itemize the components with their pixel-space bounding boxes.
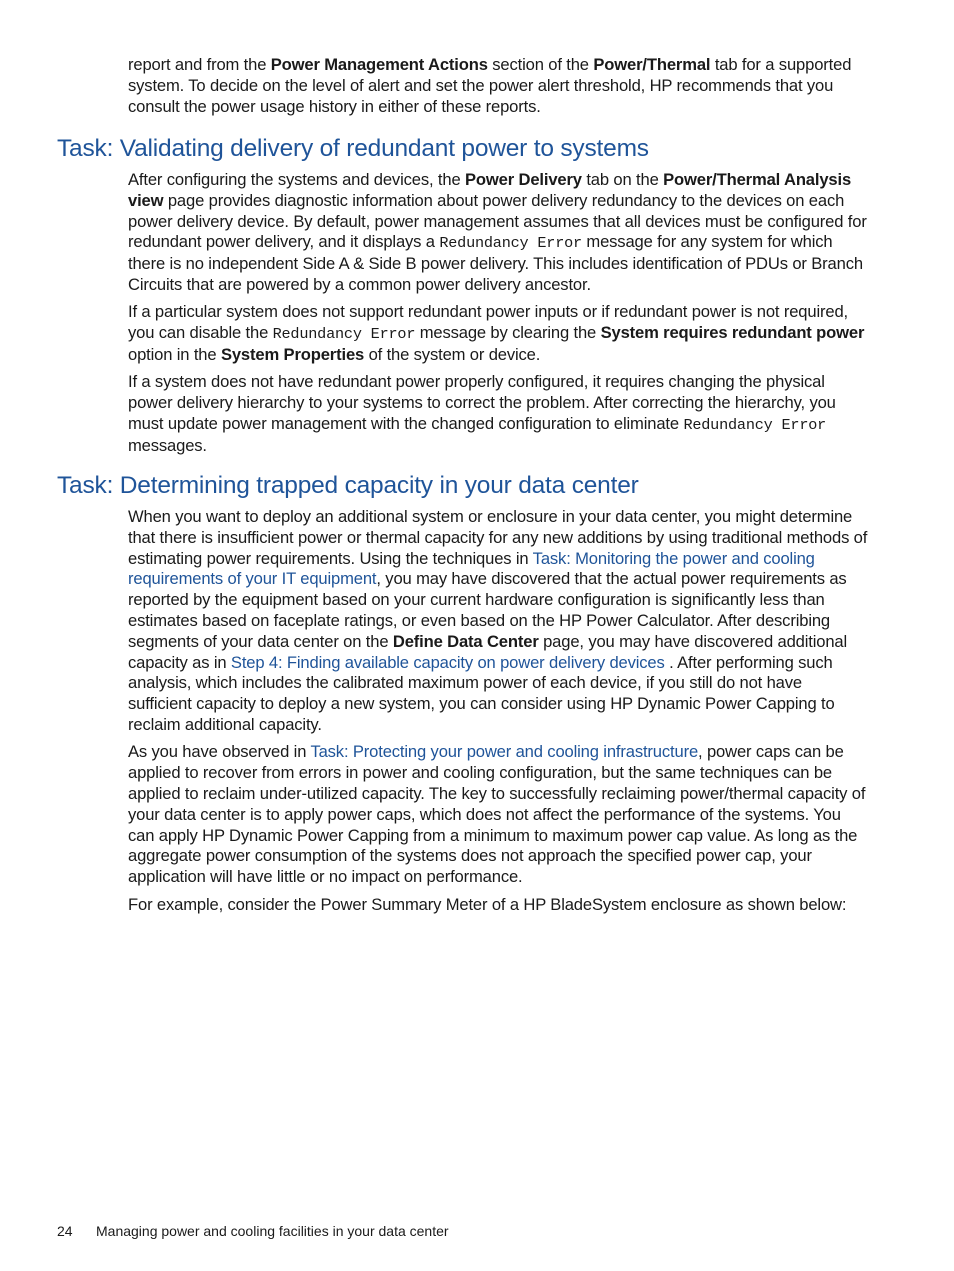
intro-block xyxy=(128,55,870,124)
section-heading-trapped-capacity: Task: Determining trapped capacity in your data center xyxy=(57,472,639,499)
page-number: 24 xyxy=(57,1223,73,1239)
link-step-4-available-capacity[interactable]: Step 4: Finding available capacity on power delivery devices xyxy=(230,652,665,672)
footer-title: Managing power and cooling facilities in your data center xyxy=(96,1223,449,1239)
section1-paragraph-3: If a system does not have redundant power properly configured, it requires changing the physical power delivery hierarchy to your systems to correct the problem. After correcting the hierarchy, you must update power management with the changed configuration to eliminate Redundancy Error messages. xyxy=(128,372,836,455)
section2-paragraph-3: For example, consider the Power Summary Meter of a HP BladeSystem enclosure as shown below: xyxy=(128,894,847,914)
link-task-monitoring[interactable]: Task: Monitoring the power and cooling requirements of your IT equipment xyxy=(128,548,815,589)
section1-body xyxy=(128,170,870,463)
code-redundancy-error: Redundancy Error xyxy=(683,415,827,434)
page-footer xyxy=(57,1222,449,1240)
code-redundancy-error: Redundancy Error xyxy=(272,325,416,344)
section1-paragraph-2: If a particular system does not support redundant power inputs or if redundant power is not required, you can disable the Redundancy Error message by clearing the System requires redundant power option in the System Properties of the system or device. xyxy=(128,302,865,364)
section2-paragraph-2: As you have observed in Task: Protecting your power and cooling infrastructure, power caps can be applied to recover from errors in power and cooling configuration, but the same techniques can be applied to reclaim under-utilized capacity. The key to successfully reclaiming power/thermal capacity of your data center is to apply power caps, which does not affect the performance of the systems. You can apply HP Dynamic Power Capping from a minimum to maximum power cap value. As long as the aggregate power consumption of the systems does not approach the specified power cap, your application will have little or no impact on performance. xyxy=(128,742,866,887)
section2-paragraph-1: When you want to deploy an additional system or enclosure in your data center, you might determine that there is insufficient power or thermal capacity for any new additions by using traditional methods of estimating power requirements. Using the techniques in Task: Monitoring the power and cooling requirements of your IT equipment, you may have discovered that the actual power requirements as reported by the equipment based on your current hardware configuration is significantly less than estimates based on faceplate ratings, or even based on the HP Power Calculator. After describing segments of your data center on the Define Data Center page, you may have discovered additional capacity as in Step 4: Finding available capacity on power delivery devices . After performing such analysis, which includes the calibrated maximum power of each device, if you still do not have sufficient capacity to deploy a new system, you can consider using HP Dynamic Power Capping to reclaim additional capacity. xyxy=(128,507,868,734)
section2-body xyxy=(128,507,870,922)
link-task-protecting[interactable]: Task: Protecting your power and cooling infrastructure xyxy=(310,742,699,762)
intro-paragraph: report and from the Power Management Actions section of the Power/Thermal tab for a supported system. To decide on the level of alert and set the power alert threshold, HP recommends that you consult the power usage history in either of these reports. xyxy=(128,55,852,116)
section-heading-redundant-power: Task: Validating delivery of redundant power to systems xyxy=(57,135,649,162)
section1-paragraph-1: After configuring the systems and devices, the Power Delivery tab on the Power/Thermal Analysis view page provides diagnostic information about power delivery redundancy to the devices on each power delivery device. By default, power management assumes that all devices must be configured for redundant power delivery, and it displays a Redundancy Error message for any system for which there is no independent Side A & Side B power delivery. This includes identification of PDUs or Branch Circuits that are powered by a common power delivery ancestor. xyxy=(128,170,867,294)
code-redundancy-error: Redundancy Error xyxy=(439,234,582,253)
